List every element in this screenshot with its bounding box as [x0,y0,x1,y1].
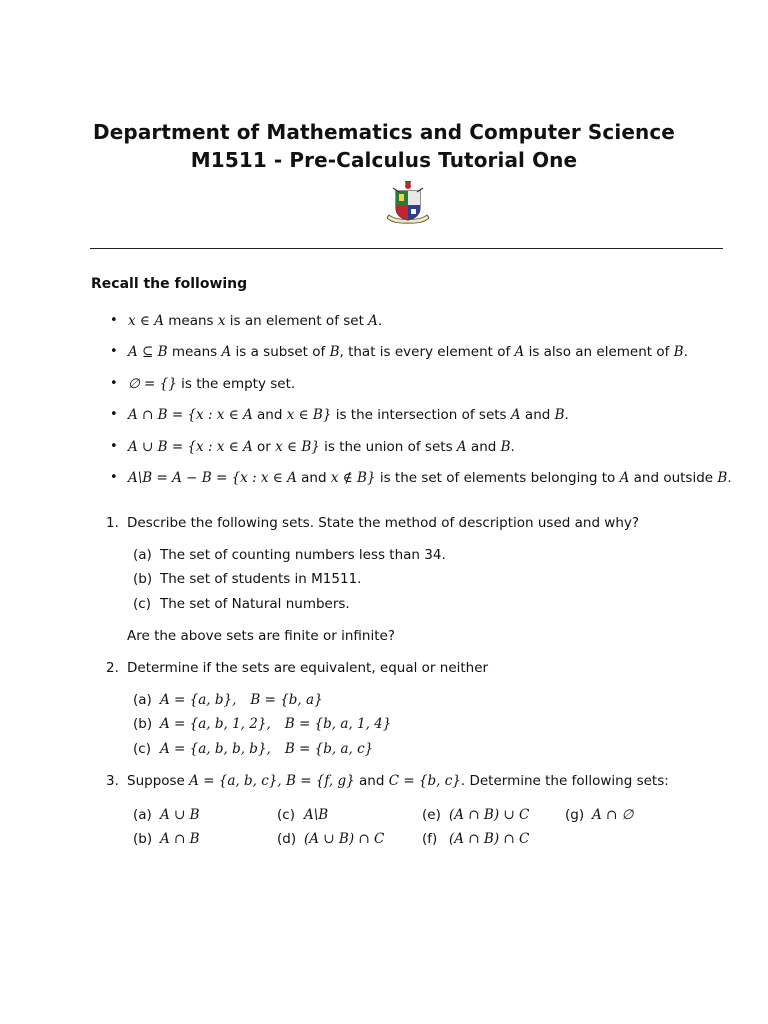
question-text: Describe the following sets. State the method of description used and why? [127,515,640,531]
question-1-part-c: (c) The set of Natural numbers. [133,596,350,612]
question-1-part-b: (b) The set of students in M1511. [133,571,362,587]
question-2 [106,660,488,676]
bullet-icon: • [110,407,118,422]
question-number: 1. [106,515,119,531]
question-3-part-a: (a) A ∪ B [133,807,200,823]
question-3-part-g: (g) A ∩ ∅ [565,807,634,823]
question-1-part-a: (a) The set of counting numbers less than 34. [133,547,446,563]
recall-heading: Recall the following [91,276,248,292]
bullet-icon: • [110,376,118,391]
header-divider [90,248,723,249]
question-2-part-a: (a) A = {a, b}, B = {b, a} [133,692,323,708]
tutorial-title: M1511 - Pre-Calculus Tutorial One [190,148,578,172]
question-3-part-b: (b) A ∩ B [133,831,200,847]
question-1-note: Are the above sets are finite or infinite? [127,628,395,644]
bullet-icon: • [110,470,118,485]
question-number: 2. [106,660,119,676]
question-3-part-f: (f) (A ∩ B) ∩ C [422,831,530,847]
question-3-part-c: (c) A\B [277,807,329,823]
question-3: 3. Suppose A = {a, b, c}, B = {f, g} and C = {b, c}. Determine the following sets: [106,773,669,789]
question-1 [106,515,639,531]
question-3-part-e: (e) (A ∩ B) ∪ C [422,807,530,823]
question-text: Determine if the sets are equivalent, equal or neither [127,660,489,676]
question-number: 3. [106,773,119,789]
question-3-part-d: (d) (A ∪ B) ∩ C [277,831,385,847]
question-2-part-c: (c) A = {a, b, b, b}, B = {b, a, c} [133,741,374,757]
bullet-icon: • [110,344,118,359]
university-crest-logo [385,178,431,226]
bullet-icon: • [110,313,118,328]
department-title: Department of Mathematics and Computer Science [93,120,675,144]
bullet-icon: • [110,439,118,454]
question-2-part-b: (b) A = {a, b, 1, 2}, B = {b, a, 1, 4} [133,716,392,732]
